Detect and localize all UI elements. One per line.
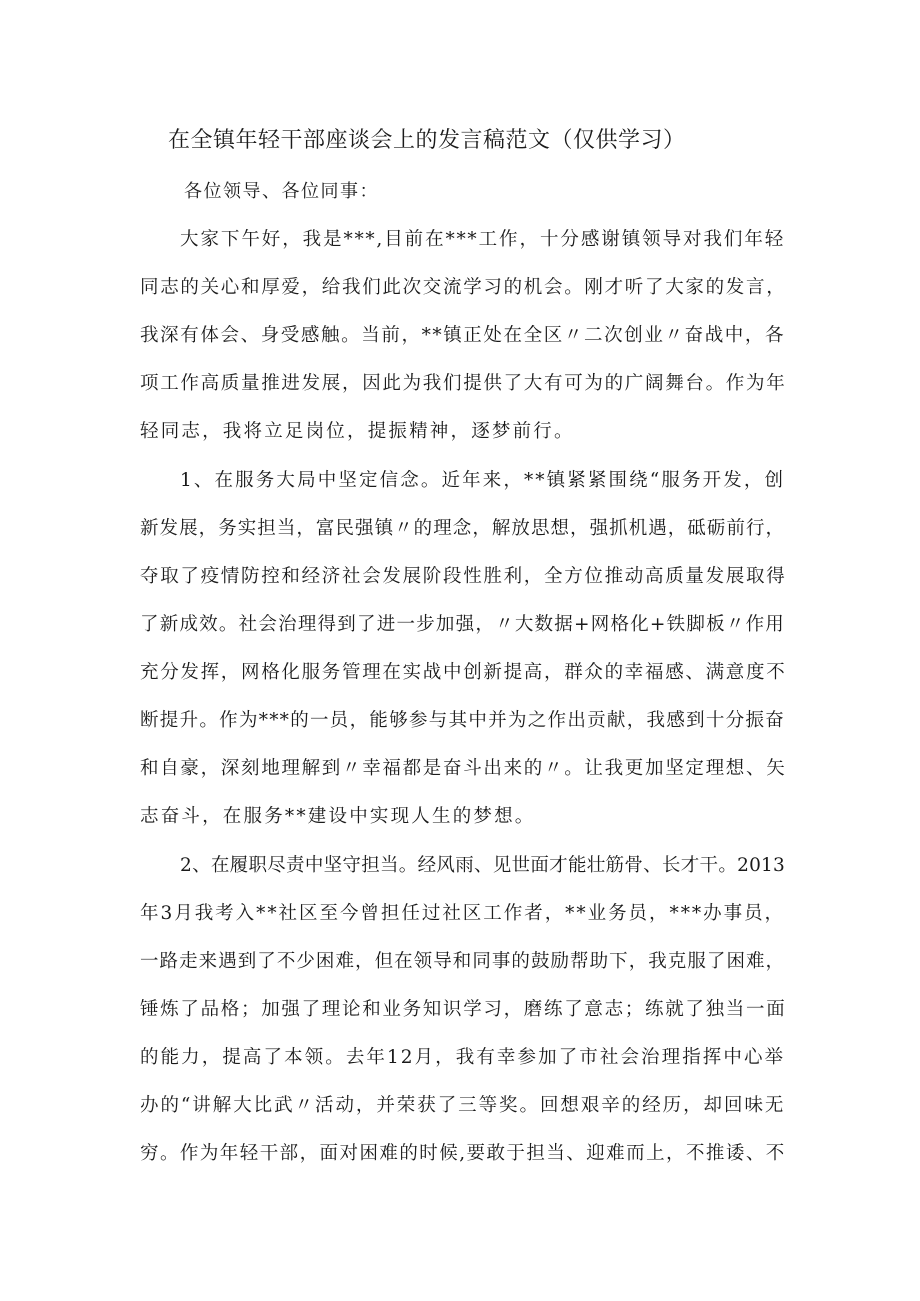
text-line: 轻同志，我将立足岗位，提振精神，逐梦前行。 — [140, 421, 575, 442]
text-line: 大家下午好，我是***,目前在***工作，十分感谢镇领导对我们年轻 — [180, 229, 785, 250]
text-line: 的能力，提高了本领。去年12月，我有幸参加了市社会治理指挥中心举 — [140, 1047, 785, 1068]
text-line: 同志的关心和厚爱，给我们此次交流学习的机会。刚才听了大家的发言， — [140, 277, 787, 298]
text-line: 夺取了疫情防控和经济社会发展阶段性胜利，全方位推动高质量发展取得 — [140, 566, 787, 587]
text-line: 年3月我考入**社区至今曾担任过社区工作者，**业务员，***办事员， — [140, 903, 785, 924]
text-line: 办的“讲解大比武〃活动，并荣获了三等奖。回想艰辛的经历，却回味无 — [140, 1095, 786, 1116]
text-line: 锤炼了品格；加强了理论和业务知识学习，磨练了意志；练就了独当一面 — [140, 999, 787, 1020]
text-line: 2、在履职尽责中坚守担当。经风雨、见世面才能壮筋骨、长才干。2013 — [180, 855, 785, 876]
text-line: 项工作高质量推进发展，因此为我们提供了大有可为的广阔舞台。作为年 — [140, 373, 787, 394]
text-line: 断提升。作为***的一员，能够参与其中并为之作出贡献，我感到十分振奋 — [140, 710, 785, 731]
text-line: 我深有体会、身受感触。当前，**镇正处在全区〃二次创业〃奋战中，各 — [140, 325, 785, 346]
text-line: 和自豪，深刻地理解到〃幸福都是奋斗出来的〃。让我更加坚定理想、矢 — [140, 758, 787, 779]
text-line: 志奋斗，在服务**建设中实现人生的梦想。 — [140, 806, 536, 827]
text-line: 穷。作为年轻干部，面对困难的时候,要敢于担当、迎难而上，不推诿、不 — [140, 1143, 786, 1164]
text-line: 1、在服务大局中坚定信念。近年来，**镇紧紧围绕“服务开发，创 — [180, 470, 785, 491]
text-line: 了新成效。社会治理得到了进一步加强，〃大数据+网格化+铁脚板〃作用 — [140, 614, 785, 635]
text-line: 新发展，务实担当，富民强镇〃的理念，解放思想，强抓机遇，砥砺前行， — [140, 518, 785, 539]
document-title: 在全镇年轻干部座谈会上的发言稿范文（仅供学习） — [168, 128, 686, 153]
text-line: 一路走来遇到了不少困难，但在领导和同事的鼓励帮助下，我克服了困难， — [140, 951, 785, 972]
salutation: 各位领导、各位同事： — [184, 181, 379, 202]
text-line: 充分发挥，网格化服务管理在实战中创新提高，群众的幸福感、满意度不 — [140, 662, 787, 683]
